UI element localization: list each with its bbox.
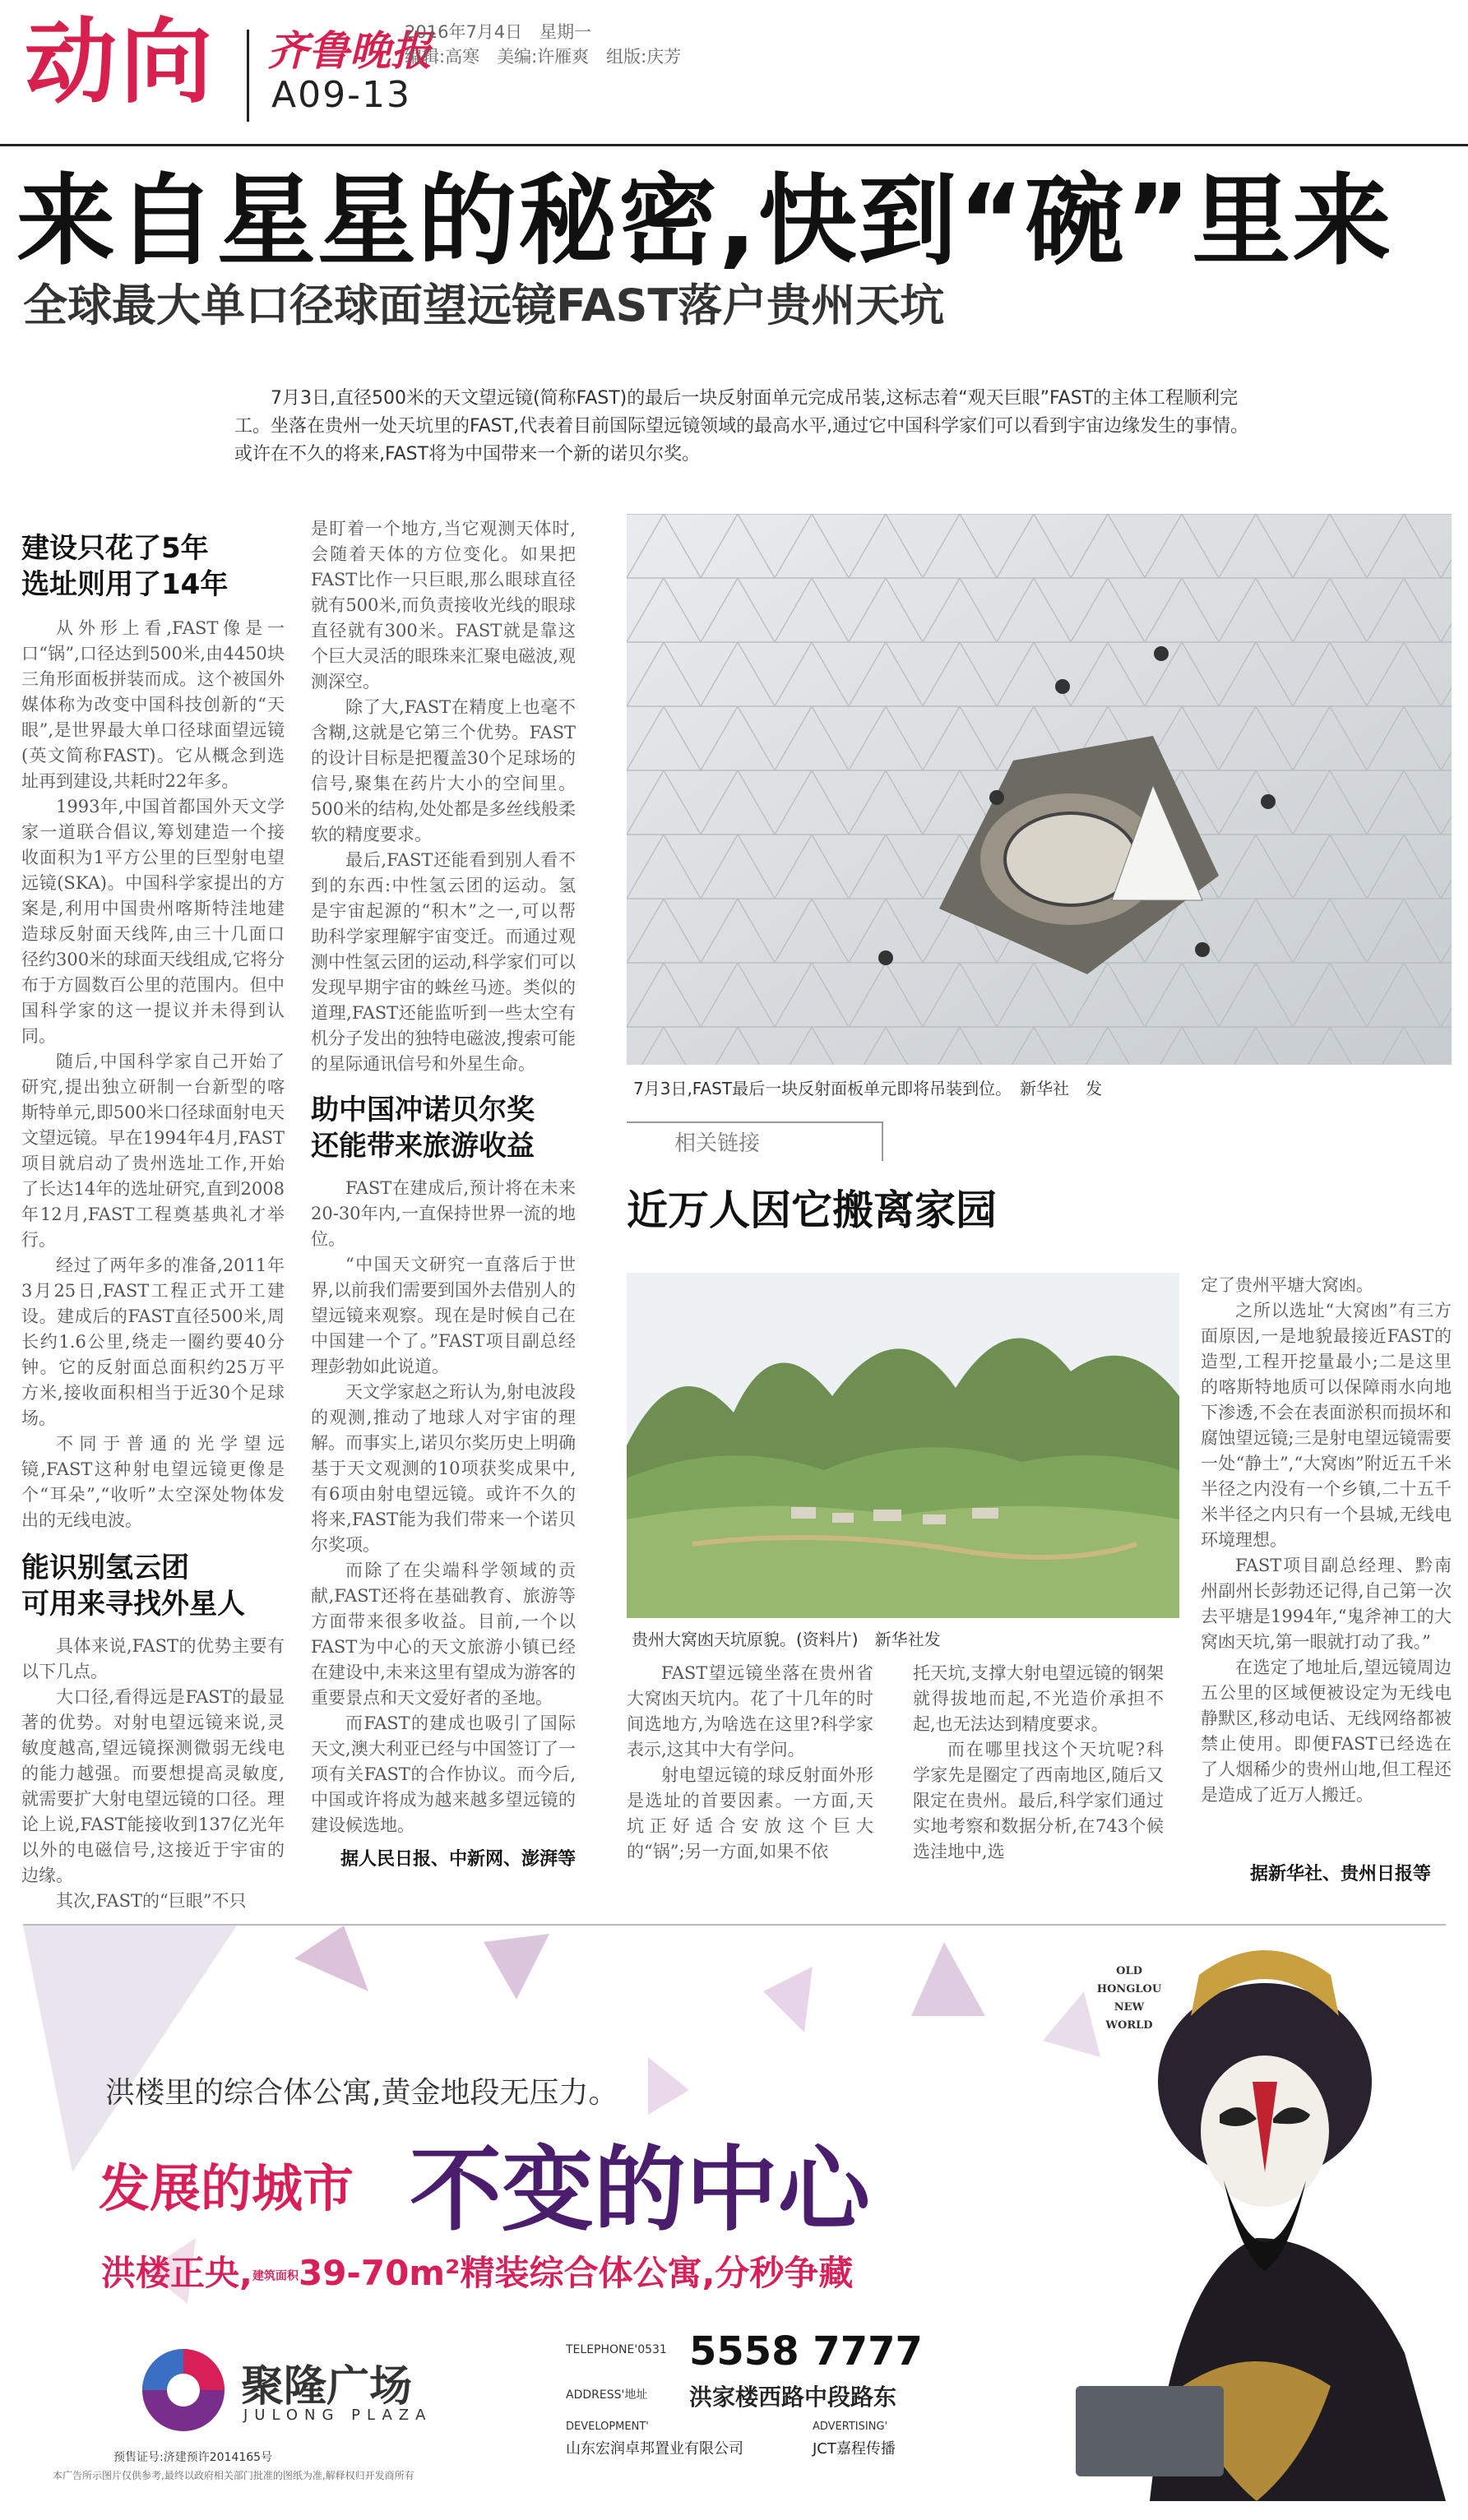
developer: 山东宏润卓邦置业有限公司 [566, 2440, 743, 2458]
presale-permit: 预售证号:济建预许2014165号 [113, 2451, 273, 2464]
paragraph: 而在哪里找这个天坑呢?科学家先是圈定了西南地区,随后又限定在贵州。最后,科学家们通过实地考察和数据分析,在743个候选洼地中,选 [913, 1740, 1164, 1861]
paragraph: 而FAST的建成也吸引了国际天文,澳大利亚已经与中国签订了一项有关FAST的合作协议。而今后,中国或许将成为越来越多望远镜的建设候选地。 [311, 1713, 576, 1835]
paragraph: 定了贵州平塘大窝凼。 [1201, 1275, 1373, 1295]
paragraph: 随后,中国科学家自己开始了研究,提出独立研制一台新型的喀斯特单元,即500米口径球面射电天文望远镜。早在1994年4月,FAST项目就启动了贵州选址工作,开始了长达14年的选址研究,直到2008年12月,FAST工程奠基典礼才举行。 [21, 1052, 285, 1250]
paragraph: 具体来说,FAST的优势主要有以下几点。 [21, 1636, 285, 1681]
address-label: ADDRESS'地址 [566, 2388, 648, 2402]
photo-caption: 7月3日,FAST最后一块反射面板单元即将吊装到位。 新华社 发 [633, 1079, 1103, 1098]
karst-landscape-photo [627, 1273, 1179, 1618]
advertisement [23, 1924, 1446, 2501]
column-heading: 助中国冲诺贝尔奖 还能带来旅游收益 [311, 1094, 535, 1163]
fast-dish-illustration [627, 514, 1452, 1065]
paragraph: 最后,FAST还能看到别人看不到的东西:中性氢云团的运动。氢是宇宙起源的“积木”之一,可以帮助科学家理解宇宙变迁。而通过观测中性氢云团的运动,科学家们可以发现早期宇宙的蛛丝马迹。类似的道理,FAST还能监听到一些太空有机分子发出的独特电磁波,搜索可能的星际通讯信号和外星生命。 [311, 850, 576, 1074]
column-heading: 建设只花了5年 选址则用了14年 [21, 532, 229, 601]
related-column-b [913, 1661, 1164, 1865]
paragraph: 是盯着一个地方,当它观测天体时,会随着天体的方位变化。如果把FAST比作一只巨眼,那么眼球直径就有500米,而负责接收光线的眼球直径就有300米。FAST就是靠这个巨大灵活的眼珠来汇聚电磁波,观测深空。 [311, 519, 576, 691]
karst-landscape-illustration [627, 1273, 1179, 1618]
ad-offer-note: 建筑面积 [252, 2269, 299, 2283]
paragraph: 不同于普通的光学望远镜,FAST这种射电望远镜更像是个“耳朵”,“收听”太空深处物体发出的无线电波。 [21, 1434, 285, 1530]
masthead-meta [405, 20, 681, 69]
telephone-number: 5558 7777 [689, 2328, 923, 2374]
paragraph: FAST在建成后,预计将在未来20-30年内,一直保持世界一流的地位。 [311, 1178, 576, 1249]
paragraph: 托天坑,支撑大射电望远镜的钢架就得拔地而起,不光造价承担不起,也无法达到精度要求。 [913, 1663, 1164, 1734]
column-body [21, 616, 285, 1533]
ad-slogan-big: 不变的中心 [410, 2137, 870, 2244]
related-headline: 近万人因它搬离家园 [627, 1186, 997, 1234]
editors-line: 编辑:高寒 美编:许雁爽 组版:庆芳 [405, 47, 682, 67]
paragraph: 其次,FAST的“巨眼”不只 [56, 1891, 247, 1911]
main-headline: 来自星星的秘密,快到“碗”里来 [16, 164, 1393, 279]
date-line: 2016年7月4日 星期一 [405, 22, 592, 42]
related-link-label: 相关链接 [674, 1131, 761, 1156]
paragraph: 除了大,FAST在精度上也毫不含糊,这就是它第三个优势。FAST的设计目标是把覆盖30个足球场的信号,聚集在药片大小的空间里。500米的结构,处处都是多丝线般柔软的精度要求。 [311, 697, 576, 844]
masthead-divider [247, 30, 249, 122]
paragraph: “中国天文研究一直落后于世界,以前我们需要到国外去借别人的望远镜来观察。现在是时候自己在中国建一个了。”FAST项目副总经理彭勃如此说道。 [311, 1255, 576, 1376]
page-code: A09-13 [271, 74, 411, 116]
ad-tagline: 洪楼里的综合体公寓,黄金地段无压力。 [105, 2076, 618, 2110]
telephone-label: TELEPHONE'0531 [566, 2343, 667, 2356]
paragraph: 经过了两年多的准备,2011年3月25日,FAST工程正式开工建设。建成后的FAST直径500米,周长约1.6公里,绕走一圈约要40分钟。它的反射面总面积约25万平方米,接收面积相当于近30个足球场。 [21, 1255, 285, 1428]
advertising-agency: JCT嘉程传播 [813, 2440, 896, 2458]
advertising-label: ADVERTISING' [813, 2421, 888, 2433]
address: 洪家楼西路中段路东 [689, 2384, 897, 2411]
column-body [311, 1176, 576, 1838]
article-column-1 [21, 530, 285, 1914]
ad-offer-prefix: 洪楼正央, [101, 2253, 252, 2293]
brand-name-en: JULONG PLAZA [243, 2407, 433, 2424]
newspaper-name: 齐鲁晚报 [267, 26, 432, 75]
column-heading: 能识别氢云团 可用来寻找外星人 [21, 1551, 245, 1621]
masthead-rule [0, 144, 1468, 146]
article-column-2 [311, 516, 576, 1870]
paragraph: 从外形上看,FAST像是一口“锅”,口径达到500米,由4450块三角形面板拼装而成。这个被国外媒体称为改变中国科技创新的“天眼”,是世界最大单口径球面望远镜(英文简称FAST)。它从概念到选址再到建设,共耗时22年多。 [21, 618, 285, 791]
source-credit: 据人民日报、中新网、澎湃等 [340, 1849, 576, 1870]
ad-offer-main: 39-70m²精装综合体公寓,分秒争藏 [298, 2253, 854, 2293]
lede-paragraph: 7月3日,直径500米的天文望远镜(简称FAST)的最后一块反射面单元完成吊装,这标志着“观天巨眼”FAST的主体工程顺利完工。坐落在贵州一处天坑里的FAST,代表着目前国际望远镜领域的最高水平,通过它中国科学家们可以看到宇宙边缘发生的事情。或许在不久的将来,FAST将为中国带来一个新的诺贝尔奖。 [234, 388, 1249, 465]
opera-text: OLD HONGLOU NEW WORLD [1096, 1965, 1162, 2032]
ad-disclaimer: 本广告所示图片仅供参考,最终以政府相关部门批准的图纸为准,解释权归开发商所有 [53, 2470, 414, 2481]
photo-caption: 贵州大窝凼天坑原貌。(资料片) 新华社发 [632, 1630, 941, 1649]
sub-headline: 全球最大单口径球面望远镜FAST落户贵州天坑 [23, 280, 945, 331]
paragraph: 而除了在尖端科学领域的贡献,FAST还将在基础教育、旅游等方面带来很多收益。目前,一个以FAST为中心的天文旅游小镇已经在建设中,未来这里有望成为游客的重要景点和天文爱好者的圣地。 [311, 1561, 576, 1708]
paragraph: 天文学家赵之珩认为,射电波段的观测,推动了地球人对宇宙的理解。而事实上,诺贝尔奖历史上明确基于天文观测的10项获奖成果中,有6项由射电望远镜。或许不久的将来,FAST能为我们带来一个诺贝尔奖项。 [311, 1382, 576, 1555]
paragraph: FAST项目副总经理、黔南州副州长彭勃还记得,自己第一次去平塘是1994年,“鬼斧神工的大窝凼天坑,第一眼就打动了我。” [1201, 1556, 1452, 1652]
related-column-a [627, 1661, 873, 1865]
paragraph: 1993年,中国首都国外天文学家一道联合倡议,筹划建造一个接收面积为1平方公里的巨型射电望远镜(SKA)。中国科学家提出的方案是,利用中国贵州喀斯特洼地建造球反射面天线阵,由三十几面口径约300米的球面天线组成,它将分布于方圆数百公里的范围内。但中国科学家的这一提议并未得到认同。 [21, 797, 285, 1046]
ad-offer [101, 2246, 853, 2296]
developer-label: DEVELOPMENT' [566, 2421, 649, 2433]
column-body [21, 1634, 285, 1914]
ad-slogan-small: 发展的城市 [99, 2158, 354, 2218]
paragraph: 在选定了地址后,望远镜周边五公里的区域便被设定为无线电静默区,移动电话、无线网络都被禁止使用。即便FAST已经选在了人烟稀少的贵州山地,但工程还是造成了近万人搬迁。 [1201, 1658, 1452, 1805]
paragraph: 之所以选址“大窝凼”有三方面原因,一是地貌最接近FAST的造型,工程开挖量最小;二是这里的喀斯特地质可以保障雨水向地下渗透,不会在表面淤积而损坏和腐蚀望远镜;三是射电望远镜需要一处“静土”,“大窝凼”附近五千米半径之内没有一个乡镇,二十五千米半径之内只有一个县城,无线电环境理想。 [1201, 1301, 1452, 1550]
brand-name: 聚隆广场 [241, 2362, 413, 2411]
paragraph: FAST望远镜坐落在贵州省大窝凼天坑内。花了十几年的时间选地方,为啥选在这里?科学家表示,这其中大有学问。 [627, 1663, 873, 1759]
column-body [311, 516, 576, 1077]
paragraph: 大口径,看得远是FAST的最显著的优势。对射电望远镜来说,灵敏度越高,望远镜探测微弱无线电的能力越强。而要想提高灵敏度,就需要扩大射电望远镜的口径。理论上说,FAST能接收到137亿光年以外的电磁信号,这接近于宇宙的边缘。 [21, 1687, 285, 1885]
julong-logo-icon [138, 2345, 229, 2435]
related-column-c [1201, 1273, 1452, 1808]
paragraph: 射电望远镜的球反射面外形是选址的首要因素。一方面,天坑正好适合安放这个巨大的“锅”;另一方面,如果不依 [627, 1765, 873, 1861]
fast-dish-photo [627, 514, 1452, 1065]
source-credit: 据新华社、贵州日报等 [1250, 1864, 1432, 1884]
section-title: 动向 [25, 9, 215, 116]
